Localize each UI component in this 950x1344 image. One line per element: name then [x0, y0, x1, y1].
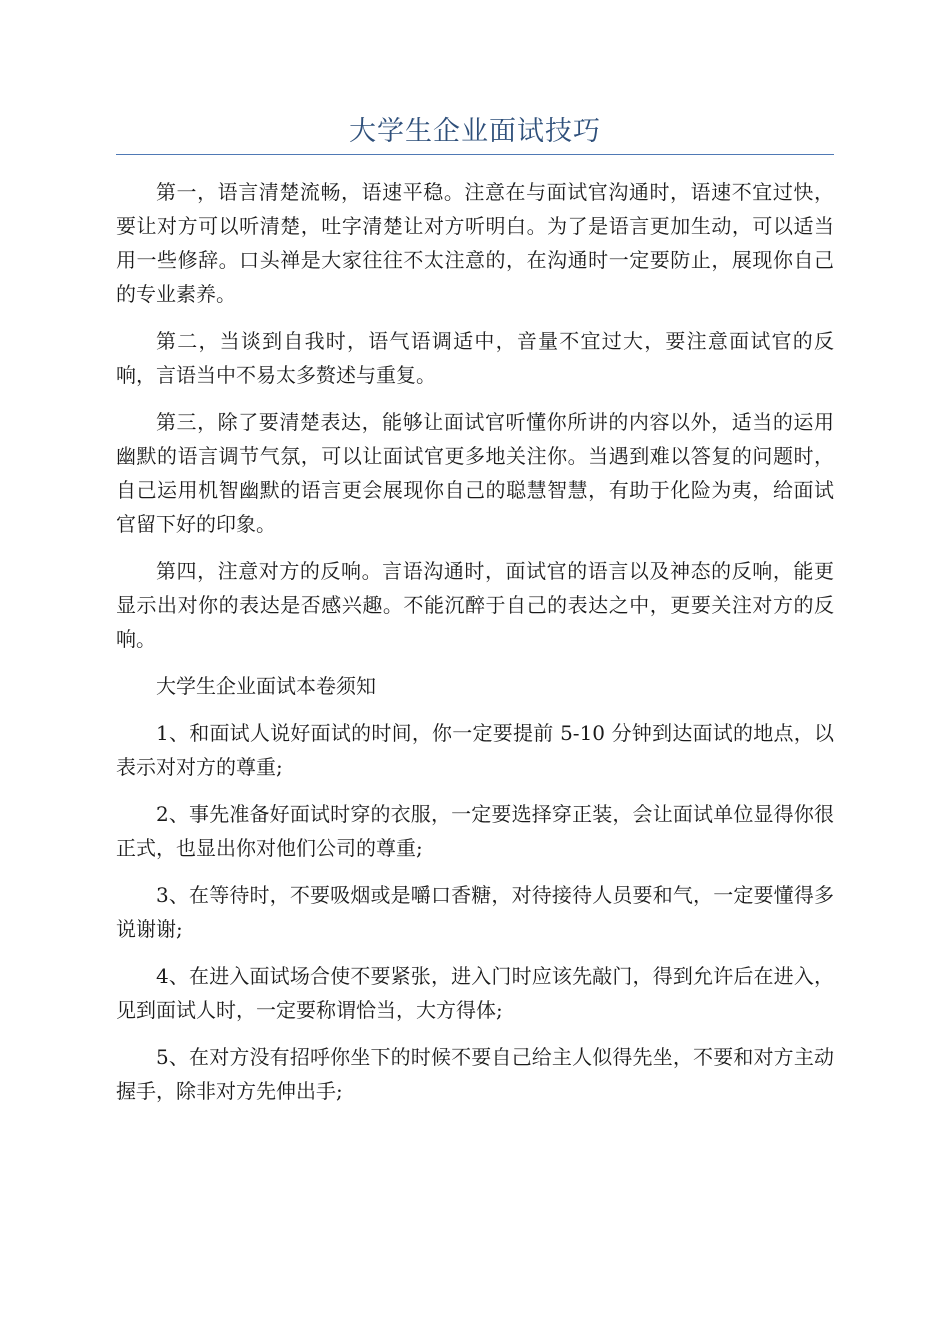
document-body	[116, 175, 834, 1108]
list-item-5: 5、在对方没有招呼你坐下的时候不要自己给主人似得先坐，不要和对方主动握手，除非对方先伸出手;	[116, 1045, 834, 1103]
paragraph-3: 第三，除了要清楚表达，能够让面试官听懂你所讲的内容以外，适当的运用幽默的语言调节气氛，可以让面试官更多地关注你。当遇到难以答复的问题时，自己运用机智幽默的语言更会展现你自己的聪慧智慧，有助于化险为夷，给面试官留下好的印象。	[116, 410, 834, 536]
list-item-2: 2、事先准备好面试时穿的衣服，一定要选择穿正装，会让面试单位显得你很正式，也显出你对他们公司的尊重;	[116, 802, 834, 860]
document-page	[116, 112, 834, 1121]
list-item-4: 4、在进入面试场合使不要紧张，进入门时应该先敲门，得到允许后在进入，见到面试人时，一定要称谓恰当，大方得体;	[116, 964, 834, 1022]
paragraph-4: 第四，注意对方的反响。言语沟通时，面试官的语言以及神态的反响，能更显示出对你的表达是否感兴趣。不能沉醉于自己的表达之中，更要关注对方的反响。	[116, 559, 834, 651]
paragraph-1: 第一，语言清楚流畅，语速平稳。注意在与面试官沟通时，语速不宜过快，要让对方可以听清楚，吐字清楚让对方听明白。为了是语言更加生动，可以适当用一些修辞。口头禅是大家往往不太注意的，在沟通时一定要防止，展现你自己的专业素养。	[116, 180, 834, 306]
list-item-3: 3、在等待时，不要吸烟或是嚼口香糖，对待接待人员要和气，一定要懂得多说谢谢;	[116, 883, 834, 941]
paragraph-2: 第二，当谈到自我时，语气语调适中，音量不宜过大，要注意面试官的反响，言语当中不易太多赘述与重复。	[116, 329, 834, 387]
list-item-1: 1、和面试人说好面试的时间，你一定要提前 5-10 分钟到达面试的地点，以表示对对方的尊重;	[116, 721, 834, 779]
document-title: 大学生企业面试技巧	[116, 112, 834, 155]
section-heading: 大学生企业面试本卷须知	[156, 674, 376, 698]
